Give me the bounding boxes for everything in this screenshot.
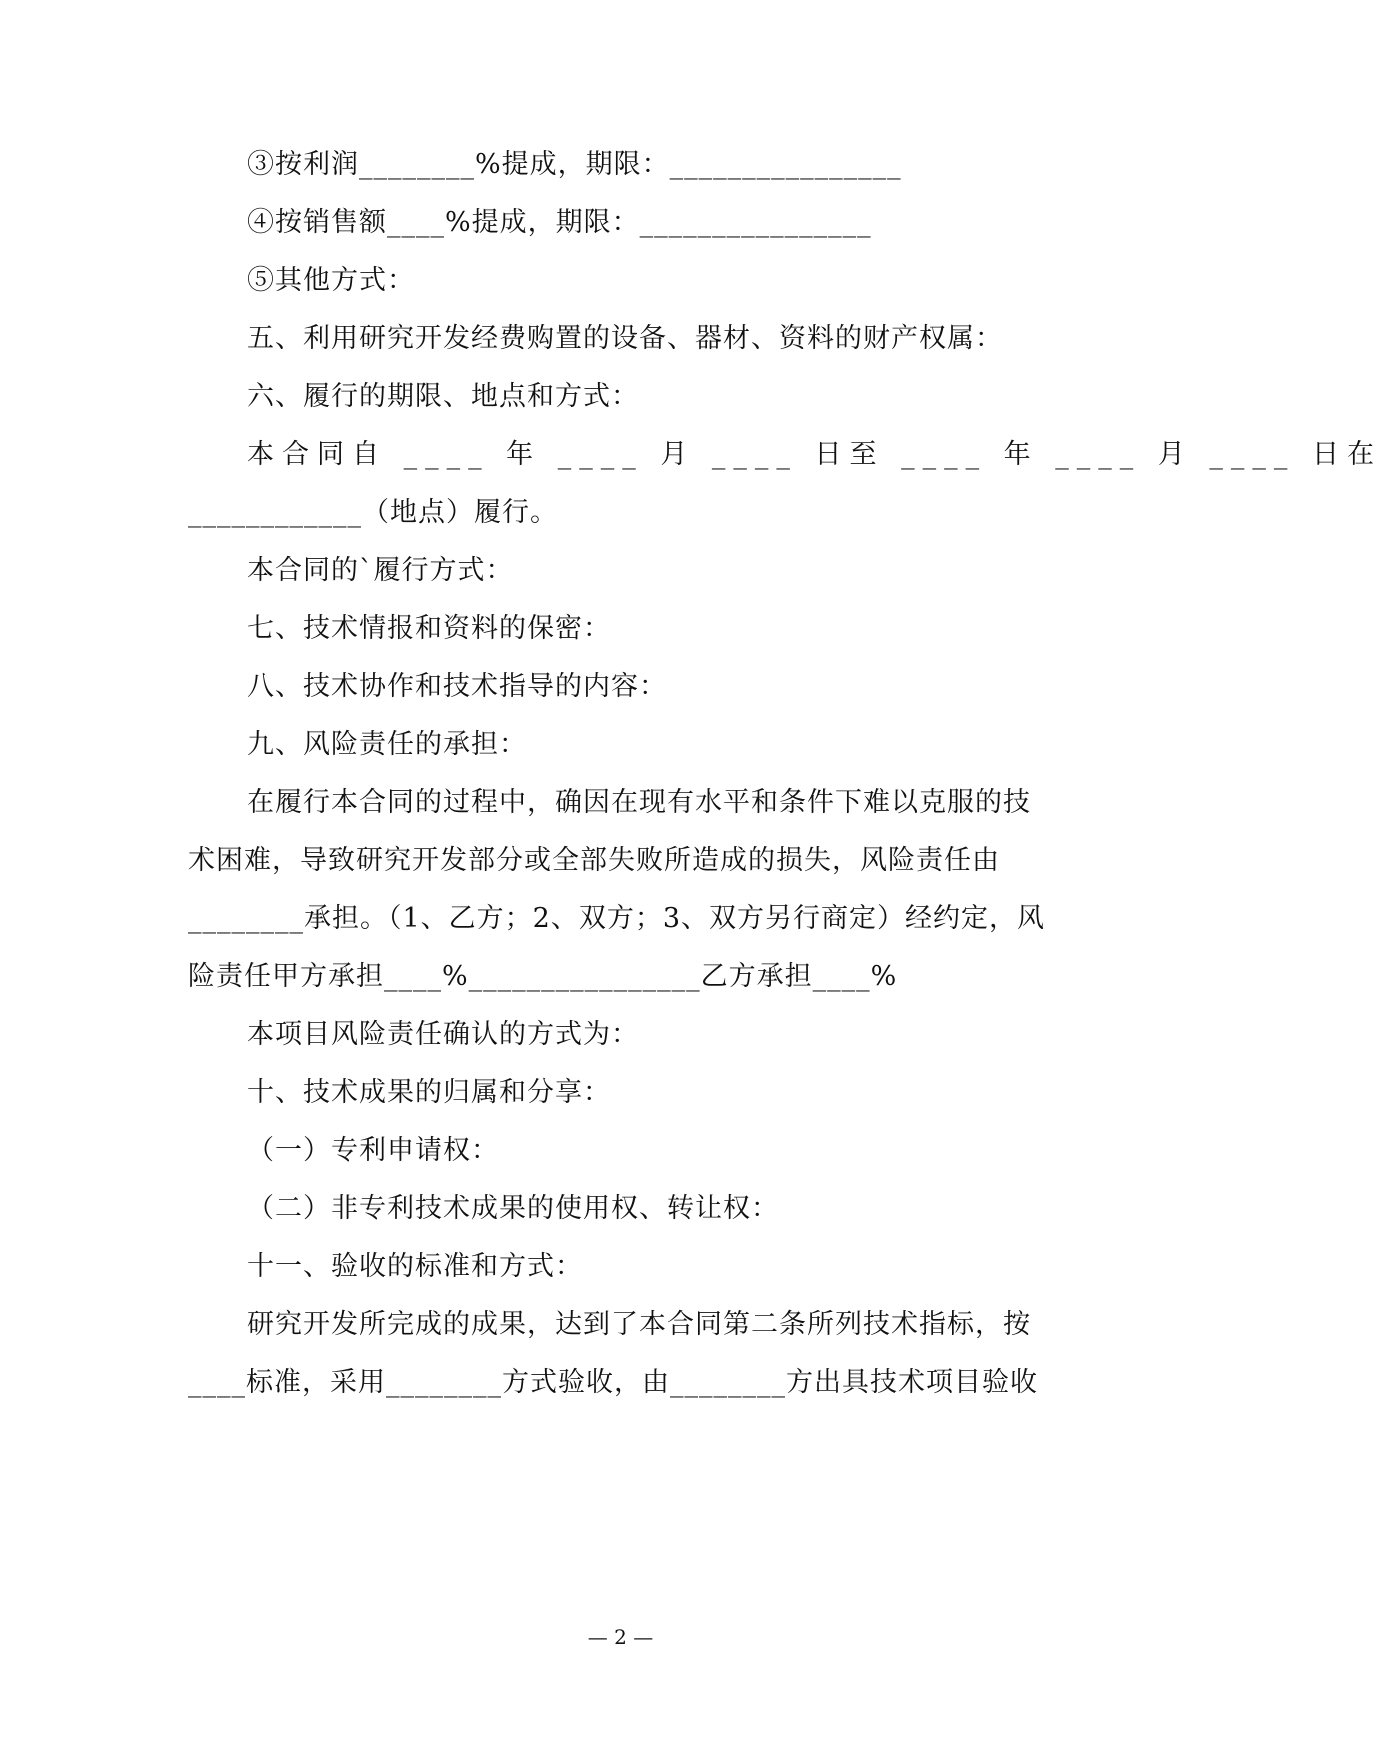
patent-application-right: （一）专利申请权： bbox=[247, 1135, 499, 1166]
contract-location-line: ____________（地点）履行。 bbox=[188, 497, 558, 528]
page-number: — 2 — bbox=[587, 1625, 654, 1649]
clause-profit-share: ③按利润________%提成，期限：________________ bbox=[247, 149, 902, 180]
clause-sales-share: ④按销售额____%提成，期限：________________ bbox=[247, 207, 872, 238]
risk-paragraph-line-1: 在履行本合同的过程中，确因在现有水平和条件下难以克服的技 bbox=[247, 787, 1031, 818]
section-six-heading: 六、履行的期限、地点和方式： bbox=[247, 381, 639, 412]
risk-confirmation-line: 本项目风险责任确认的方式为： bbox=[247, 1019, 639, 1050]
acceptance-paragraph-line-1: 研究开发所完成的成果，达到了本合同第二条所列技术指标，按 bbox=[247, 1309, 1031, 1340]
section-eleven-heading: 十一、验收的标准和方式： bbox=[247, 1251, 583, 1282]
section-seven-heading: 七、技术情报和资料的保密： bbox=[247, 613, 611, 644]
risk-paragraph-line-3: ________承担。（1、乙方；2、双方；3、双方另行商定）经约定，风 bbox=[188, 903, 1046, 934]
acceptance-paragraph-line-2: ____标准，采用________方式验收，由________方出具技术项目验收 bbox=[188, 1367, 1038, 1398]
performance-method-line: 本合同的`履行方式： bbox=[247, 555, 514, 586]
risk-paragraph-line-2: 术困难，导致研究开发部分或全部失败所造成的损失，风险责任由 bbox=[188, 845, 1000, 876]
contract-period-line: 本合同自 ____ 年 ____ 月 ____ 日至 ____ 年 ____ 月 ____ 日在 bbox=[247, 439, 1382, 470]
section-ten-heading: 十、技术成果的归属和分享： bbox=[247, 1077, 611, 1108]
non-patent-rights: （二）非专利技术成果的使用权、转让权： bbox=[247, 1193, 779, 1224]
section-nine-heading: 九、风险责任的承担： bbox=[247, 729, 527, 760]
clause-other-method: ⑤其他方式： bbox=[247, 265, 415, 296]
section-eight-heading: 八、技术协作和技术指导的内容： bbox=[247, 671, 667, 702]
section-five-heading: 五、利用研究开发经费购置的设备、器材、资料的财产权属： bbox=[247, 323, 1003, 354]
risk-paragraph-line-4: 险责任甲方承担____%________________乙方承担____% bbox=[188, 961, 898, 992]
